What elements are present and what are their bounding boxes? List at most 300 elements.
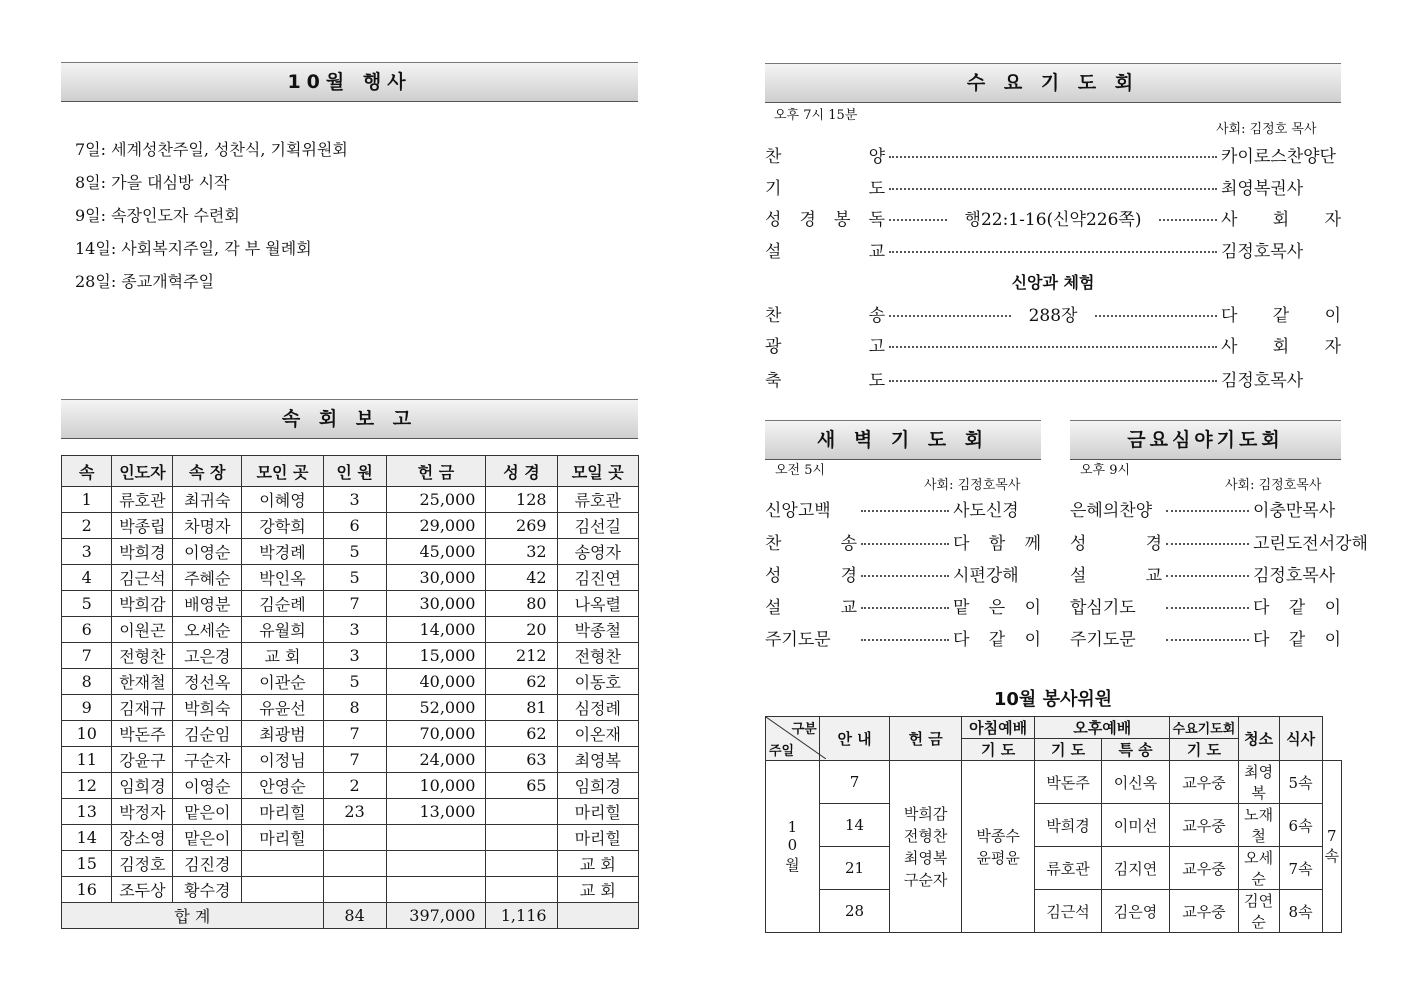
- service-offering: [961, 761, 1034, 933]
- report-cell: 정선옥: [173, 669, 242, 695]
- order-value: 다 같 이: [1253, 630, 1341, 650]
- order-label: 찬 송: [765, 534, 857, 554]
- report-cell: [486, 825, 557, 851]
- order-row: [1070, 593, 1341, 618]
- report-cell: 박희감: [112, 591, 173, 617]
- report-cell: 심정례: [557, 695, 638, 721]
- morning-prayer: 김근석: [1035, 890, 1102, 933]
- order-row: [765, 593, 1041, 618]
- order-value: 김정호목사: [1221, 242, 1304, 262]
- order-label: 성 경 봉 독: [765, 210, 885, 230]
- report-cell: 한재철: [112, 669, 173, 695]
- order-label: 광 고: [765, 337, 885, 357]
- events-header: 10월 행사: [61, 62, 638, 102]
- dot-leader: [1166, 607, 1249, 609]
- report-cell: 4: [62, 565, 112, 591]
- report-cell: 10: [62, 721, 112, 747]
- report-cell: 6: [62, 617, 112, 643]
- report-cell: 32: [486, 539, 557, 565]
- report-cell: 2: [62, 513, 112, 539]
- order-label: 설 교: [765, 242, 885, 262]
- order-middle: 행22:1-16(신약226쪽): [964, 210, 1142, 230]
- report-col-header: 인도자: [112, 456, 173, 487]
- report-col-header: 모일 곳: [557, 456, 638, 487]
- order-label: 주기도문: [765, 630, 831, 650]
- order-label: 성 경: [765, 566, 857, 586]
- report-cell: 유월희: [242, 617, 323, 643]
- report-cell: 30,000: [386, 591, 486, 617]
- report-cell: 김순례: [242, 591, 323, 617]
- report-row: [62, 513, 639, 539]
- order-label: 찬 송: [765, 306, 885, 326]
- report-cell: 박종철: [557, 617, 638, 643]
- report-cell: 80: [486, 591, 557, 617]
- order-value: 다 함 께: [953, 534, 1041, 554]
- wed-prayer-header: 기 도: [1170, 739, 1238, 761]
- order-row: [1070, 561, 1341, 586]
- report-cell: 8: [323, 695, 386, 721]
- cleaning: 5속: [1279, 761, 1322, 804]
- special-song: 교우중: [1170, 804, 1238, 847]
- order-value: 고린도전서강해: [1253, 534, 1368, 554]
- report-cell: 13,000: [386, 799, 486, 825]
- wednesday-host: 사회: 김정호 목사: [1216, 122, 1317, 137]
- report-row: [62, 851, 639, 877]
- report-cell: 장소영: [112, 825, 173, 851]
- special-header: 특 송: [1101, 739, 1169, 761]
- report-cell: 7: [323, 747, 386, 773]
- total-offering: 397,000: [386, 903, 486, 929]
- order-middle: 288장: [1028, 306, 1078, 326]
- order-row: [765, 625, 1041, 650]
- report-cell: 이관순: [242, 669, 323, 695]
- report-cell: 1: [62, 487, 112, 513]
- service-day: 7: [819, 761, 890, 804]
- report-cell: 맡은이: [173, 825, 242, 851]
- report-cell: 박돈주: [112, 721, 173, 747]
- report-cell: 5: [323, 539, 386, 565]
- dot-leader: [1166, 639, 1249, 641]
- report-cell: 3: [323, 487, 386, 513]
- special-song: 교우중: [1170, 890, 1238, 933]
- report-cell: 3: [323, 643, 386, 669]
- report-row: [62, 799, 639, 825]
- order-label: 축 도: [765, 371, 885, 391]
- pm-prayer: 이신옥: [1101, 761, 1169, 804]
- clean-header: 청소: [1238, 717, 1279, 761]
- report-total-row: [62, 903, 639, 929]
- report-cell: 10,000: [386, 773, 486, 799]
- report-cell: 3: [62, 539, 112, 565]
- morning-header: 아침예배: [961, 717, 1034, 739]
- order-value: 사 회 자: [1221, 210, 1342, 230]
- report-cell: 29,000: [386, 513, 486, 539]
- report-cell: 교 회: [557, 877, 638, 903]
- report-cell: 7: [62, 643, 112, 669]
- total-people: 84: [323, 903, 386, 929]
- report-cell: 전형찬: [557, 643, 638, 669]
- report-cell: 김정호: [112, 851, 173, 877]
- report-col-header: 모인 곳: [242, 456, 323, 487]
- report-cell: 81: [486, 695, 557, 721]
- dawn-time: 오전 5시: [775, 463, 826, 478]
- service-row: [766, 890, 1342, 933]
- report-cell: [323, 877, 386, 903]
- morning-prayer: 류호관: [1035, 847, 1102, 890]
- service-month: [766, 761, 820, 933]
- report-row: [62, 539, 639, 565]
- report-cell: 박희숙: [173, 695, 242, 721]
- report-cell: 이영순: [173, 773, 242, 799]
- report-cell: 전형찬: [112, 643, 173, 669]
- report-cell: 5: [62, 591, 112, 617]
- report-cell: 구순자: [173, 747, 242, 773]
- service-title: 10월 봉사위원: [993, 689, 1113, 710]
- order-label: 설 교: [765, 598, 857, 618]
- report-cell: 김진경: [173, 851, 242, 877]
- order-row: [1070, 529, 1368, 554]
- event-item: 28일: 종교개혁주일: [75, 272, 215, 291]
- report-cell: 20: [486, 617, 557, 643]
- report-cell: [486, 851, 557, 877]
- service-day: 21: [819, 847, 890, 890]
- report-row: [62, 643, 639, 669]
- dawn-host: 사회: 김정호목사: [924, 478, 1021, 493]
- report-cell: 송영자: [557, 539, 638, 565]
- report-cell: 30,000: [386, 565, 486, 591]
- order-row: [765, 142, 1341, 167]
- report-col-header: 속 장: [173, 456, 242, 487]
- report-cell: [323, 825, 386, 851]
- report-cell: 박종립: [112, 513, 173, 539]
- gubun-cell: [766, 717, 820, 761]
- order-value: 이충만목사: [1253, 501, 1336, 521]
- report-cell: 임희경: [557, 773, 638, 799]
- report-cell: [486, 799, 557, 825]
- report-cell: 70,000: [386, 721, 486, 747]
- report-cell: 차명자: [173, 513, 242, 539]
- report-cell: 45,000: [386, 539, 486, 565]
- report-cell: 김근석: [112, 565, 173, 591]
- report-cell: 교 회: [242, 643, 323, 669]
- dot-leader: [889, 380, 1217, 382]
- report-cell: 유윤선: [242, 695, 323, 721]
- report-cell: 마리힐: [557, 799, 638, 825]
- report-cell: 박희경: [112, 539, 173, 565]
- dot-leader: [889, 156, 1217, 158]
- report-cell: 65: [486, 773, 557, 799]
- report-cell: 23: [323, 799, 386, 825]
- order-label: 성 경: [1070, 534, 1162, 554]
- report-cell: [386, 851, 486, 877]
- pm-prayer-header: 기 도: [1035, 739, 1102, 761]
- order-value: 맡 은 이: [953, 598, 1041, 618]
- order-row: [765, 366, 1341, 391]
- friday-host: 사회: 김정호목사: [1225, 478, 1322, 493]
- report-col-header: 헌 금: [386, 456, 486, 487]
- report-row: [62, 721, 639, 747]
- report-cell: 7: [323, 591, 386, 617]
- report-cell: 교 회: [557, 851, 638, 877]
- service-row: [766, 761, 1342, 804]
- wed-prayer: 최영복: [1238, 761, 1279, 804]
- report-cell: [386, 825, 486, 851]
- order-label: 주기도문: [1070, 630, 1136, 650]
- cleaning: 7속: [1279, 847, 1322, 890]
- order-row: [765, 561, 1041, 586]
- order-label: 은혜의찬양: [1070, 501, 1153, 521]
- report-cell: 3: [323, 617, 386, 643]
- report-header: 속 회 보 고: [61, 399, 638, 439]
- report-cell: 이원곤: [112, 617, 173, 643]
- order-row: [1070, 625, 1341, 650]
- report-row: [62, 591, 639, 617]
- report-row: [62, 669, 639, 695]
- dot-leader: [889, 315, 1011, 317]
- dot-leader: [1159, 219, 1217, 221]
- report-col-header: 속: [62, 456, 112, 487]
- report-cell: 주혜순: [173, 565, 242, 591]
- sermon-title: 신앙과 체험: [1011, 273, 1095, 292]
- report-cell: 16: [62, 877, 112, 903]
- report-cell: 김진연: [557, 565, 638, 591]
- dot-leader: [889, 219, 947, 221]
- order-row: [765, 301, 1341, 326]
- report-cell: 배영분: [173, 591, 242, 617]
- order-value: 김정호목사: [1221, 371, 1304, 391]
- order-label: 합심기도: [1070, 598, 1136, 618]
- report-row: [62, 773, 639, 799]
- report-cell: 김재규: [112, 695, 173, 721]
- dot-leader: [861, 575, 949, 577]
- order-value: 최영복권사: [1221, 179, 1304, 199]
- report-cell: 62: [486, 721, 557, 747]
- morning-prayer: 박돈주: [1035, 761, 1102, 804]
- order-row: [765, 332, 1341, 357]
- report-cell: 9: [62, 695, 112, 721]
- report-row: [62, 565, 639, 591]
- dot-leader: [1095, 315, 1217, 317]
- dot-leader: [889, 346, 1217, 348]
- dot-leader: [861, 510, 949, 512]
- report-col-header: 인 원: [323, 456, 386, 487]
- report-cell: 김선길: [557, 513, 638, 539]
- order-value: 사 회 자: [1221, 337, 1341, 357]
- report-cell: 조두상: [112, 877, 173, 903]
- morning-prayer-header: 기 도: [961, 739, 1034, 761]
- event-item: 7일: 세계성찬주일, 성찬식, 기획위원회: [75, 140, 348, 159]
- report-cell: 맡은이: [173, 799, 242, 825]
- report-cell: 박정자: [112, 799, 173, 825]
- guide-header: 안 내: [819, 717, 890, 761]
- order-row: [765, 496, 1041, 521]
- report-cell: 황수경: [173, 877, 242, 903]
- event-item: 9일: 속장인도자 수련회: [75, 206, 240, 225]
- report-cell: 이혜영: [242, 487, 323, 513]
- order-value: 김정호목사: [1253, 566, 1336, 586]
- report-cell: 류호관: [557, 487, 638, 513]
- report-cell: 이영순: [173, 539, 242, 565]
- wednesday-header: 수 요 기 도 회: [765, 63, 1341, 103]
- order-row: [765, 174, 1341, 199]
- report-cell: 8: [62, 669, 112, 695]
- report-cell: 212: [486, 643, 557, 669]
- report-cell: 강윤구: [112, 747, 173, 773]
- report-cell: 류호관: [112, 487, 173, 513]
- service-guides: [890, 761, 962, 933]
- report-cell: 나옥렬: [557, 591, 638, 617]
- service-table: [765, 716, 1342, 933]
- report-cell: 14: [62, 825, 112, 851]
- report-cell: 128: [486, 487, 557, 513]
- report-cell: 13: [62, 799, 112, 825]
- report-cell: 이정님: [242, 747, 323, 773]
- special-song: 교우중: [1170, 761, 1238, 804]
- report-cell: 최귀숙: [173, 487, 242, 513]
- dawn-header: 새 벽 기 도 회: [765, 420, 1041, 460]
- order-value: 시편강해: [953, 566, 1019, 586]
- report-cell: [386, 877, 486, 903]
- week-label: 주일: [769, 744, 795, 759]
- report-cell: 42: [486, 565, 557, 591]
- month-label: 10월: [785, 818, 800, 874]
- report-cell: 62: [486, 669, 557, 695]
- report-cell: 오세순: [173, 617, 242, 643]
- report-table: [61, 455, 639, 929]
- order-value: 다 같 이: [1221, 306, 1341, 326]
- events-list: [75, 133, 635, 298]
- report-cell: 269: [486, 513, 557, 539]
- report-cell: 강학희: [242, 513, 323, 539]
- report-cell: 14,000: [386, 617, 486, 643]
- report-cell: 52,000: [386, 695, 486, 721]
- report-row: [62, 487, 639, 513]
- report-cell: 15,000: [386, 643, 486, 669]
- morning-prayer: 박희경: [1035, 804, 1102, 847]
- report-cell: [242, 877, 323, 903]
- wed-prayer: 오세순: [1238, 847, 1279, 890]
- report-cell: 최영복: [557, 747, 638, 773]
- report-row: [62, 617, 639, 643]
- pm-prayer: 김지연: [1101, 847, 1169, 890]
- report-cell: 박인옥: [242, 565, 323, 591]
- order-row: [765, 237, 1341, 262]
- report-cell: 63: [486, 747, 557, 773]
- total-label: 합 계: [62, 903, 324, 929]
- offering-header: 헌 금: [890, 717, 962, 761]
- report-cell: 25,000: [386, 487, 486, 513]
- order-value: 다 같 이: [1253, 598, 1341, 618]
- report-cell: 7: [323, 721, 386, 747]
- service-row: [766, 804, 1342, 847]
- order-label: 신앙고백: [765, 501, 831, 521]
- total-empty: [557, 903, 638, 929]
- report-cell: 마리힐: [557, 825, 638, 851]
- service-day: 28: [819, 890, 890, 933]
- report-cell: 김순임: [173, 721, 242, 747]
- dot-leader: [889, 251, 1217, 253]
- report-cell: 최광범: [242, 721, 323, 747]
- report-row: [62, 695, 639, 721]
- pm-prayer: 김은영: [1101, 890, 1169, 933]
- dot-leader: [861, 543, 949, 545]
- report-cell: [242, 851, 323, 877]
- report-cell: 마리힐: [242, 825, 323, 851]
- service-meal: 7속: [1322, 761, 1342, 933]
- report-cell: 12: [62, 773, 112, 799]
- dot-leader: [861, 607, 949, 609]
- wed-prayer: 김연순: [1238, 890, 1279, 933]
- report-cell: 박경례: [242, 539, 323, 565]
- order-label: 설 교: [1070, 566, 1162, 586]
- event-item: 8일: 가을 대심방 시작: [75, 173, 230, 192]
- order-value: 카이로스찬양단: [1221, 147, 1336, 167]
- wed-prayer: 노재철: [1238, 804, 1279, 847]
- cleaning: 6속: [1279, 804, 1322, 847]
- report-row: [62, 825, 639, 851]
- report-cell: 11: [62, 747, 112, 773]
- special-song: 교우중: [1170, 847, 1238, 890]
- report-cell: [486, 877, 557, 903]
- order-row: [1070, 496, 1341, 521]
- service-row: [766, 847, 1342, 890]
- report-row: [62, 747, 639, 773]
- report-cell: 15: [62, 851, 112, 877]
- report-cell: 24,000: [386, 747, 486, 773]
- total-bible: 1,116: [486, 903, 557, 929]
- report-cell: 5: [323, 565, 386, 591]
- dot-leader: [1166, 543, 1249, 545]
- friday-time: 오후 9시: [1080, 463, 1131, 478]
- guides-text: 박희감 전형찬 최영복 구순자: [903, 804, 948, 889]
- report-cell: 2: [323, 773, 386, 799]
- report-cell: 40,000: [386, 669, 486, 695]
- report-cell: 마리힐: [242, 799, 323, 825]
- afternoon-header: 오후예배: [1035, 717, 1170, 739]
- report-col-header: 성 경: [486, 456, 557, 487]
- friday-header: 금요심야기도회: [1070, 420, 1341, 460]
- order-label: 기 도: [765, 179, 885, 199]
- event-item: 14일: 사회복지주일, 각 부 월례회: [75, 239, 312, 258]
- report-cell: 안영순: [242, 773, 323, 799]
- dot-leader: [889, 188, 1217, 190]
- wednesday-time: 오후 7시 15분: [774, 108, 858, 123]
- report-cell: 고은경: [173, 643, 242, 669]
- service-day: 14: [819, 804, 890, 847]
- report-cell: 임희경: [112, 773, 173, 799]
- dot-leader: [1166, 575, 1249, 577]
- order-row: [765, 529, 1041, 554]
- wed-header: 수요기도회: [1170, 717, 1238, 739]
- order-value: 다 같 이: [953, 630, 1041, 650]
- meal-header: 식사: [1279, 717, 1322, 761]
- order-label: 찬 양: [765, 147, 885, 167]
- report-cell: 5: [323, 669, 386, 695]
- report-cell: 이동호: [557, 669, 638, 695]
- gubun-label: 구분: [791, 722, 817, 737]
- dot-leader: [861, 639, 949, 641]
- order-value: 사도신경: [953, 501, 1019, 521]
- dot-leader: [1166, 510, 1249, 512]
- report-cell: [323, 851, 386, 877]
- order-row: [765, 205, 1341, 230]
- pm-prayer: 이미선: [1101, 804, 1169, 847]
- report-cell: 이온재: [557, 721, 638, 747]
- offering-text: 박종수 윤평윤: [976, 826, 1020, 867]
- report-row: [62, 877, 639, 903]
- cleaning: 8속: [1279, 890, 1322, 933]
- report-cell: 6: [323, 513, 386, 539]
